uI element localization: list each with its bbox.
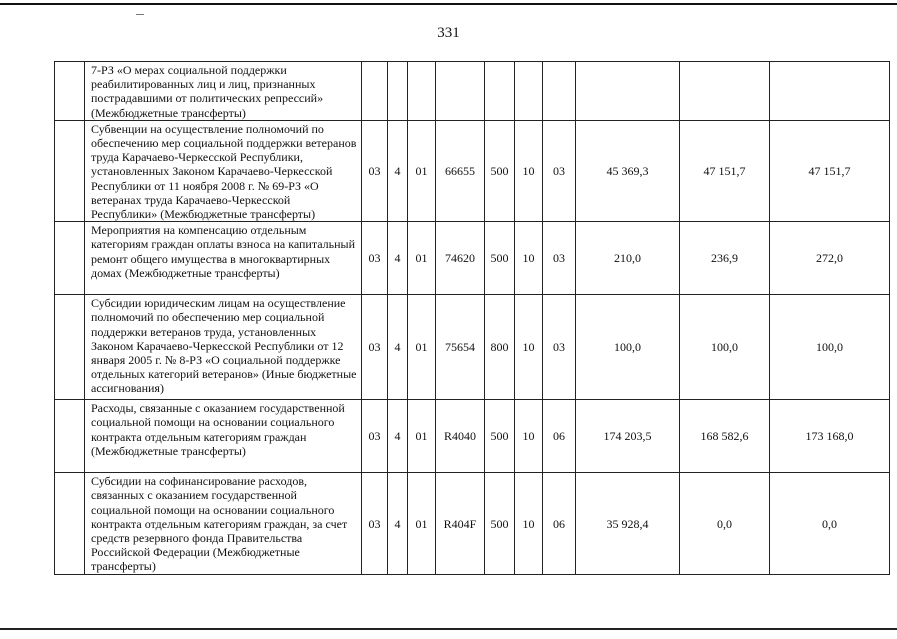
table-row <box>55 222 890 295</box>
code-program-cell: 4 <box>388 295 408 400</box>
amount-year3-cell: 47 151,7 <box>770 120 890 221</box>
amount-year3-cell: 272,0 <box>770 222 890 295</box>
code-expense-type-cell: 500 <box>485 400 515 473</box>
code-program-cell: 4 <box>388 120 408 221</box>
amount-year2-cell: 168 582,6 <box>680 400 770 473</box>
amount-year2-cell: 0,0 <box>680 473 770 575</box>
row-number-cell <box>55 62 85 121</box>
description-cell: 7-РЗ «О мерах социальной поддержки реабилитированных лиц и лиц, признанных пострадавшими от политических репрессий» (Межбюджетные трансферты) <box>85 62 362 121</box>
code-expense-type-cell: 500 <box>485 120 515 221</box>
code-subsection-cell: 06 <box>543 400 576 473</box>
amount-year1-cell: 100,0 <box>576 295 680 400</box>
description-cell: Субсидии на софинансирование расходов, связанных с оказанием государственной социальной помощи на основании социального контракта отдельным категориям граждан, за счет средств резервного фонда Правительства Российской Федерации (Межбюджетные трансферты) <box>85 473 362 575</box>
page-number: 331 <box>437 25 460 41</box>
top-rule <box>0 3 897 5</box>
table-row <box>55 400 890 473</box>
code-ministry-cell: 03 <box>362 222 388 295</box>
description-cell: Субсидии юридическим лицам на осуществление полномочий по обеспечению мер социальной поддержки ветеранов труда, установленных Законом Карачаево-Черкесской Республики от 12 января 2005 г. № 8-РЗ «О социальной поддержке отдельных категорий ветеранов» (Иные бюджетные ассигнования) <box>85 295 362 400</box>
code-direction-cell: 74620 <box>436 222 485 295</box>
code-subprogram-cell: 01 <box>408 222 436 295</box>
code-subprogram-cell <box>408 62 436 121</box>
code-subprogram-cell: 01 <box>408 473 436 575</box>
code-expense-type-cell: 800 <box>485 295 515 400</box>
code-section-cell <box>515 62 543 121</box>
code-section-cell: 10 <box>515 295 543 400</box>
amount-year1-cell: 210,0 <box>576 222 680 295</box>
table-row <box>55 473 890 575</box>
code-program-cell: 4 <box>388 400 408 473</box>
amount-year1-cell <box>576 62 680 121</box>
amount-year3-cell: 173 168,0 <box>770 400 890 473</box>
amount-year1-cell: 35 928,4 <box>576 473 680 575</box>
amount-year1-cell: 45 369,3 <box>576 120 680 221</box>
amount-year3-cell <box>770 62 890 121</box>
amount-year3-cell: 0,0 <box>770 473 890 575</box>
table-row <box>55 120 890 221</box>
amount-year2-cell: 47 151,7 <box>680 120 770 221</box>
row-number-cell <box>55 473 85 575</box>
code-direction-cell <box>436 62 485 121</box>
code-expense-type-cell <box>485 62 515 121</box>
row-number-cell <box>55 120 85 221</box>
code-section-cell: 10 <box>515 222 543 295</box>
amount-year1-cell: 174 203,5 <box>576 400 680 473</box>
code-section-cell: 10 <box>515 400 543 473</box>
code-direction-cell: R404F <box>436 473 485 575</box>
code-ministry-cell: 03 <box>362 295 388 400</box>
code-program-cell: 4 <box>388 473 408 575</box>
code-subprogram-cell: 01 <box>408 120 436 221</box>
code-direction-cell: 75654 <box>436 295 485 400</box>
code-direction-cell: R4040 <box>436 400 485 473</box>
code-subsection-cell: 06 <box>543 473 576 575</box>
code-ministry-cell: 03 <box>362 473 388 575</box>
budget-table <box>54 61 890 575</box>
code-expense-type-cell: 500 <box>485 473 515 575</box>
code-subprogram-cell: 01 <box>408 400 436 473</box>
code-section-cell: 10 <box>515 473 543 575</box>
description-cell: Субвенции на осуществление полномочий по обеспечению мер социальной поддержки ветеранов труда Карачаево-Черкесской Республики, установленных Законом Карачаево-Черкесской Республики от 11 ноября 2008 г. № 69-РЗ «О ветеранах труда Карачаево-Черкесской Республики» (Межбюджетные трансферты) <box>85 120 362 221</box>
code-program-cell: 4 <box>388 222 408 295</box>
code-direction-cell: 66655 <box>436 120 485 221</box>
amount-year2-cell <box>680 62 770 121</box>
code-subsection-cell: 03 <box>543 120 576 221</box>
code-subsection-cell: 03 <box>543 295 576 400</box>
table-row <box>55 62 890 121</box>
description-cell: Мероприятия на компенсацию отдельным категориям граждан оплаты взноса на капитальный ремонт общего имущества в многоквартирных домах (Межбюджетные трансферты) <box>85 222 362 295</box>
code-program-cell <box>388 62 408 121</box>
code-ministry-cell <box>362 62 388 121</box>
code-expense-type-cell: 500 <box>485 222 515 295</box>
scan-mark <box>136 14 144 15</box>
row-number-cell <box>55 222 85 295</box>
amount-year3-cell: 100,0 <box>770 295 890 400</box>
code-subsection-cell <box>543 62 576 121</box>
code-ministry-cell: 03 <box>362 400 388 473</box>
amount-year2-cell: 100,0 <box>680 295 770 400</box>
row-number-cell <box>55 400 85 473</box>
description-cell: Расходы, связанные с оказанием государственной социальной помощи на основании социального контракта отдельным категориям граждан (Межбюджетные трансферты) <box>85 400 362 473</box>
code-subsection-cell: 03 <box>543 222 576 295</box>
row-number-cell <box>55 295 85 400</box>
code-section-cell: 10 <box>515 120 543 221</box>
code-subprogram-cell: 01 <box>408 295 436 400</box>
code-ministry-cell: 03 <box>362 120 388 221</box>
bottom-rule <box>0 628 897 630</box>
amount-year2-cell: 236,9 <box>680 222 770 295</box>
table-row <box>55 295 890 400</box>
